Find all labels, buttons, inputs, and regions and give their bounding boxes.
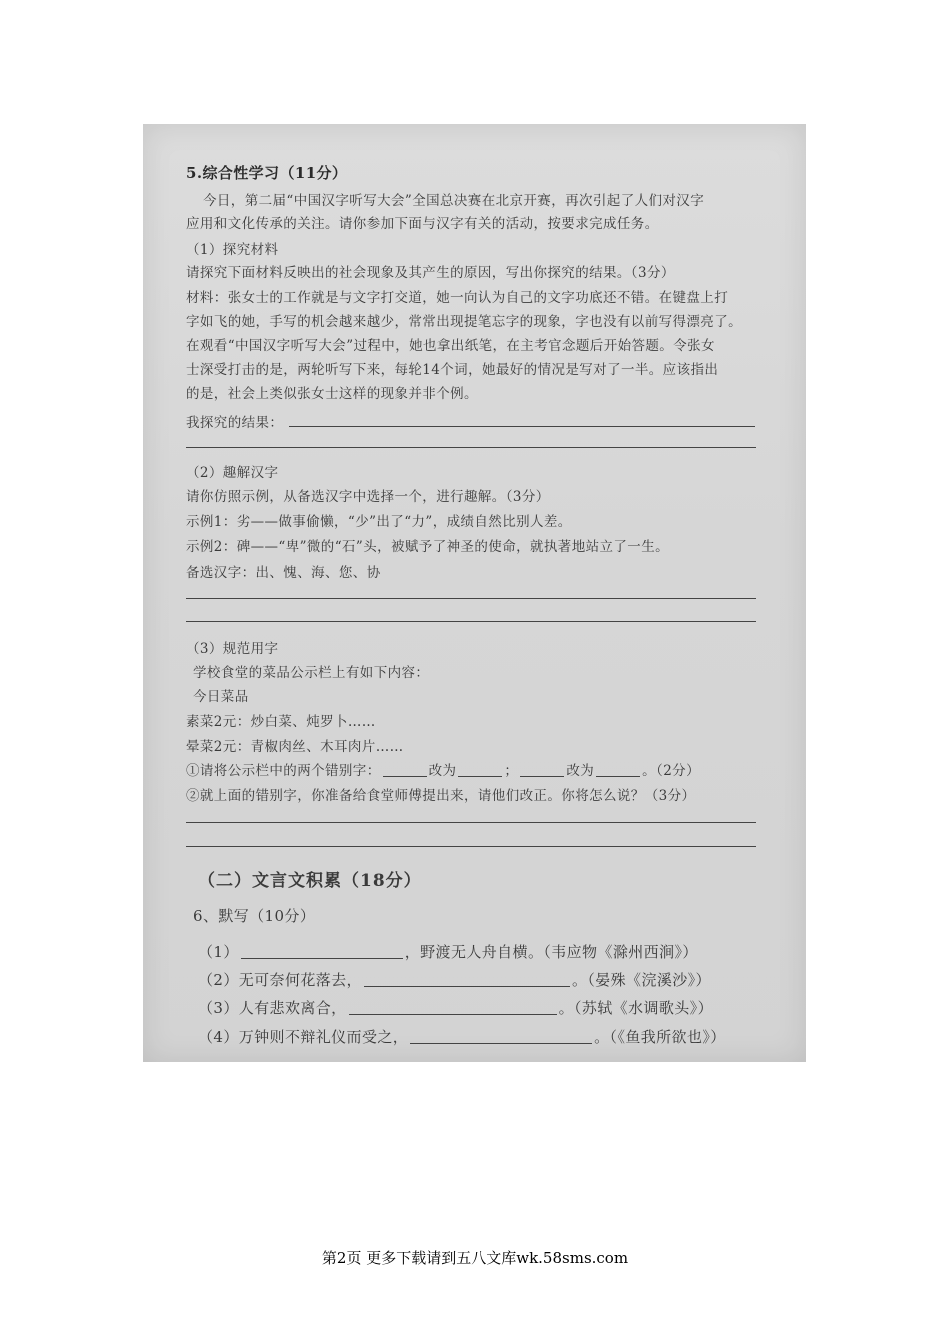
answer-line (186, 621, 756, 622)
q2-prompt: 请你仿照示例，从备选汉字中选择一个，进行趣解。（3分） (186, 489, 550, 505)
q1-material-line: 的是，社会上类似张女士这样的现象并非个例。 (186, 386, 478, 402)
item-text-before: 无可奈何花落去， (238, 971, 362, 989)
recitation-item (198, 1026, 726, 1047)
page-footer: 第2页 更多下载请到五八文库wk.58sms.com (321, 1249, 629, 1267)
q1-material-line: 士深受打击的是，两轮听写下来，每轮14个词，她最好的情况是写对了一半。应该指出 (186, 362, 719, 378)
recitation-item (198, 997, 713, 1018)
section-5-intro-line-1: 今日，第二届“中国汉字听写大会”全国总决赛在北京开赛，再次引起了人们对汉字 (203, 193, 705, 209)
item-text-before: 万钟则不辩礼仪而受之， (238, 1028, 409, 1046)
answer-line (289, 426, 755, 427)
part-2-title: （二）文言文积累（18分） (198, 871, 422, 891)
q3-intro: 学校食堂的菜品公示栏上有如下内容： (193, 665, 430, 681)
item-number: （4） (198, 1028, 239, 1046)
q1-heading: （1）探究材料 (186, 242, 279, 258)
fill-blank (458, 764, 502, 777)
q3-heading: （3）规范用字 (186, 641, 279, 657)
answer-line (186, 846, 756, 847)
section-6-title: 6、默写（10分） (193, 907, 316, 925)
item-number: （3） (198, 999, 239, 1017)
q3-task-1 (186, 759, 700, 779)
answer-line (186, 447, 756, 448)
item-text-after: 。（晏殊《浣溪沙》） (571, 971, 711, 989)
q3-task-1-prompt: ①请将公示栏中的两个错别字： (186, 763, 381, 779)
answer-line (186, 598, 756, 599)
fill-blank (410, 1031, 592, 1044)
recitation-item (198, 969, 711, 990)
item-text-before: 人有悲欢离合， (238, 999, 347, 1017)
q3-separator: ； (504, 763, 519, 779)
q3-task-2: ②就上面的错别字，你准备给食堂师傅提出来，请他们改正。你将怎么说？（3分） (186, 788, 696, 804)
section-5-title: 5.综合性学习（11分） (186, 164, 348, 182)
item-number: （1） (198, 943, 239, 961)
fill-blank (596, 764, 640, 777)
q3-task-1-end: 。（2分） (642, 763, 700, 779)
q3-menu-item: 素菜2元：炒白菜、炖罗卜…… (186, 714, 376, 730)
item-text-after: 。（《鱼我所欲也》） (594, 1028, 726, 1046)
item-number: （2） (198, 971, 239, 989)
q2-choices: 备选汉字：出、愧、海、您、协 (186, 565, 381, 581)
section-5-intro-line-2: 应用和文化传承的关注。请你参加下面与汉字有关的活动，按要求完成任务。 (186, 216, 659, 232)
scanned-exam-photo (143, 124, 806, 1062)
recitation-item (198, 941, 698, 962)
q1-material-line: 字如飞的她，手写的机会越来越少，常常出现提笔忘字的现象，字也没有以前写得漂亮了。 (186, 314, 742, 330)
q2-heading: （2）趣解汉字 (186, 465, 279, 481)
q1-material-line: 材料：张女士的工作就是与文字打交道，她一向认为自己的文字功底还不错。在键盘上打 (186, 290, 729, 306)
q3-change-word: 改为 (566, 763, 595, 779)
fill-blank (349, 1002, 557, 1015)
q3-change-word: 改为 (428, 763, 457, 779)
q1-answer-label: 我探究的结果： (186, 415, 284, 431)
q3-menu-title: 今日菜品 (193, 689, 249, 705)
item-text-after: 。（苏轼《水调歌头》） (558, 999, 713, 1017)
q2-example-2: 示例2：碑——“卑”微的“石”头，被赋予了神圣的使命，就执著地站立了一生。 (186, 539, 669, 555)
fill-blank (520, 764, 564, 777)
fill-blank (383, 764, 427, 777)
q1-prompt: 请探究下面材料反映出的社会现象及其产生的原因，写出你探究的结果。（3分） (186, 265, 675, 281)
fill-blank (241, 946, 403, 959)
q3-menu-item: 晕菜2元：青椒肉丝、木耳肉片…… (186, 739, 404, 755)
answer-line (186, 822, 756, 823)
fill-blank (364, 974, 570, 987)
item-text-after: ，野渡无人舟自横。（韦应物《滁州西涧》） (404, 943, 698, 961)
q1-material-line: 在观看“中国汉字听写大会”过程中，她也拿出纸笔，在主考官念题后开始答题。令张女 (186, 338, 715, 354)
q2-example-1: 示例1：劣——做事偷懒，“少”出了“力”，成绩自然比别人差。 (186, 514, 572, 530)
